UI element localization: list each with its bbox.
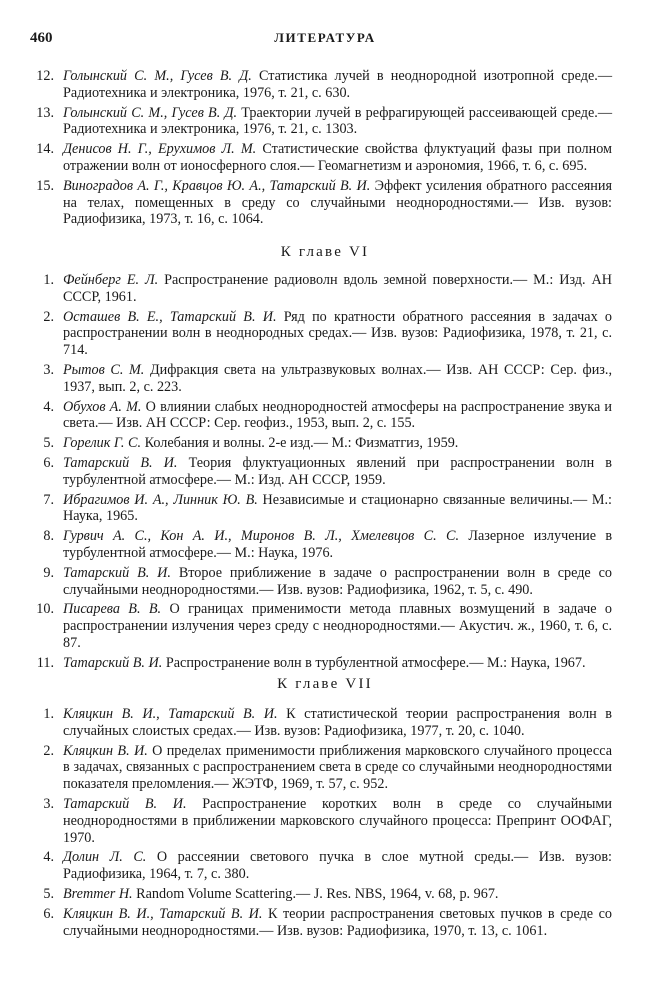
reference-entry <box>30 906 612 940</box>
reference-entry <box>30 141 612 175</box>
reference-entry <box>30 435 612 452</box>
reference-number: 3. <box>43 795 54 812</box>
reference-text: Независимые и стационарно связанные величины.— М.: Наука, 1965. <box>63 491 612 525</box>
reference-number: 4. <box>43 398 54 415</box>
reference-number: 1. <box>43 272 54 288</box>
reference-text: Траектории лучей в рефрагирующей рассеивающей среде.— Радиотехника и электроника, 1976, т. 21, с. 1303. <box>63 104 613 138</box>
reference-text: Лазерное излучение в турбулентной атмосфере.— М.: Наука, 1976. <box>63 528 613 561</box>
reference-number: 15. <box>36 177 54 194</box>
reference-authors: Обухов А. М. <box>63 398 142 415</box>
reference-number: 2. <box>43 308 54 325</box>
reference-number: 12. <box>36 68 54 84</box>
reference-number: 5. <box>43 435 54 452</box>
reference-entry <box>30 743 612 793</box>
reference-entry <box>30 601 612 651</box>
reference-entry <box>30 528 612 562</box>
reference-authors: Денисов Н. Г., Ерухимов Л. М. <box>63 141 257 158</box>
reference-authors: Голынский С. М., Гусев В. Д. <box>63 68 252 84</box>
reference-text: Дифракция света на ультразвуковых волнах.— Изв. АН СССР: Сер. физ., 1937, вып. 2, с. 223. <box>63 361 613 395</box>
reference-list-continued <box>30 68 612 231</box>
reference-authors: Кляцкин В. И., Татарский В. И. <box>63 905 263 922</box>
reference-entry <box>30 399 612 433</box>
reference-authors: Голынский С. М., Гусев В. Д. <box>63 104 238 121</box>
reference-text: Теория флуктуационных явлений при распространении волн в турбулентной атмосфере.— М.: Изд. АН СССР, 1959. <box>63 454 612 488</box>
reference-authors: Ибрагимов И. А., Линник Ю. В. <box>63 491 258 508</box>
reference-authors: Гурвич А. С., Кон А. И., Миронов В. Л., Хмелевцов С. С. <box>63 528 459 545</box>
reference-authors: Горелик Г. С. <box>63 435 142 452</box>
reference-number: 4. <box>43 849 54 866</box>
reference-entry <box>30 655 612 672</box>
reference-entry <box>30 362 612 396</box>
reference-number: 5. <box>43 885 54 902</box>
reference-text: О пределах применимости приближения марковского случайного процесса в задачах, связанных с распространением света в среде со случайными неоднородностями показателя преломления.— ЖЭТФ, 1969, т. 57, с. 952. <box>63 742 612 793</box>
reference-number: 1. <box>43 706 54 722</box>
reference-text: Колебания и волны. 2-е изд.— М.: Физматгиз, 1959. <box>144 435 459 452</box>
reference-authors: Фейнберг Е. Л. <box>63 272 159 288</box>
reference-entry <box>30 849 612 883</box>
section-title-chapter-6: К главе VI <box>280 244 370 260</box>
reference-entry <box>30 105 612 139</box>
reference-authors: Кляцкин В. И. <box>63 742 148 759</box>
reference-entry <box>30 886 612 903</box>
reference-authors: Виноградов А. Г., Кравцов Ю. А., Татарский В. И. <box>63 177 371 194</box>
reference-text: Статистика лучей в неоднородной изотропной среде.— Радиотехника и электроника, 1976, т. 21, с. 630. <box>63 68 613 101</box>
reference-number: 11. <box>36 654 54 671</box>
reference-text: Статистические свойства флуктуаций фазы при полном отражении волн от ионосферного слоя.— Геомагнетизм и аэрономия, 1966, т. 6, с. 695. <box>63 141 613 174</box>
reference-authors: Рытов С. М. <box>63 361 145 378</box>
reference-text: К теории распространения световых пучков в среде со случайными неоднородностями.— Изв. вузов: Радиофизика, 1970, т. 13, с. 1061. <box>63 905 613 939</box>
reference-number: 10. <box>36 601 54 618</box>
reference-entry <box>30 796 612 846</box>
section-title-chapter-7: К главе VII <box>277 676 373 692</box>
reference-authors: Татарский В. И. <box>63 564 171 581</box>
reference-authors: Татарский В. И. <box>63 454 178 471</box>
reference-number: 8. <box>43 528 54 545</box>
reference-text: Распространение коротких волн в среде со случайными неоднородностями в приближении марковского случайного процесса: Препринт ООФАГ, 1970. <box>63 795 613 846</box>
reference-authors: Татарский В. И. <box>63 795 187 812</box>
reference-number: 9. <box>43 564 54 581</box>
reference-entry <box>30 309 612 359</box>
reference-number: 14. <box>36 141 54 158</box>
reference-entry <box>30 455 612 489</box>
reference-entry <box>30 178 612 228</box>
reference-number: 13. <box>36 104 54 121</box>
reference-text: К статистической теории распространения волн в случайных слоистых средах.— Изв. вузов: Радиофизика, 1977, т. 20, с. 1040. <box>63 706 613 739</box>
reference-number: 7. <box>43 491 54 508</box>
running-head: ЛИТЕРАТУРА <box>274 30 376 45</box>
reference-list-chapter-7 <box>30 706 612 942</box>
reference-entry <box>30 492 612 526</box>
reference-entry <box>30 68 612 102</box>
reference-text: Распространение волн в турбулентной атмосфере.— М.: Наука, 1967. <box>165 654 586 671</box>
reference-text: Второе приближение в задаче о распространении волн в среде со случайными неоднородностями.— Изв. вузов: Радиофизика, 1962, т. 5, с. 490. <box>63 564 612 598</box>
reference-authors: Писарева В. В. <box>63 601 162 618</box>
page-number: 460 <box>30 30 53 46</box>
reference-text: О влиянии слабых неоднородностей атмосферы на распространение звука и света.— Изв. АН СССР: Сер. геофиз., 1953, вып. 2, с. 155. <box>63 398 613 432</box>
reference-text: Ряд по кратности обратного рассеяния в задачах о распространении волн в неоднородных средах.— Изв. вузов: Радиофизика, 1978, т. 21, с. 714. <box>63 308 613 359</box>
reference-text: Эффект усиления обратного рассеяния на телах, помещенных в среду со случайными неоднородностями.— Изв. вузов: Радиофизика, 1973, т. 16, с. 1064. <box>63 177 613 228</box>
reference-entry <box>30 272 612 306</box>
reference-text: Распространение радиоволн вдоль земной поверхности.— М.: Изд. АН СССР, 1961. <box>63 272 613 305</box>
reference-entry <box>30 565 612 599</box>
reference-entry <box>30 706 612 740</box>
reference-authors: Татарский В. И. <box>63 654 163 671</box>
reference-list-chapter-6 <box>30 272 612 675</box>
reference-text: О рассеянии светового пучка в слое мутной среды.— Изв. вузов: Радиофизика, 1964, т. 7, с. 380. <box>63 849 612 883</box>
reference-number: 6. <box>43 905 54 922</box>
reference-number: 3. <box>43 361 54 378</box>
reference-authors: Долин Л. С. <box>63 849 147 866</box>
reference-number: 6. <box>43 454 54 471</box>
reference-text: Random Volume Scattering.— J. Res. NBS, 1964, v. 68, p. 967. <box>136 885 499 902</box>
reference-number: 2. <box>43 742 54 759</box>
reference-authors: Осташев В. Е., Татарский В. И. <box>63 308 277 325</box>
reference-authors: Bremmer H. <box>63 885 133 902</box>
reference-authors: Кляцкин В. И., Татарский В. И. <box>63 706 278 722</box>
reference-text: О границах применимости метода плавных возмущений в задаче о распространении излучения через среду с неоднородностями.— Акустич. ж., 1960, т. 6, с. 87. <box>63 601 613 651</box>
